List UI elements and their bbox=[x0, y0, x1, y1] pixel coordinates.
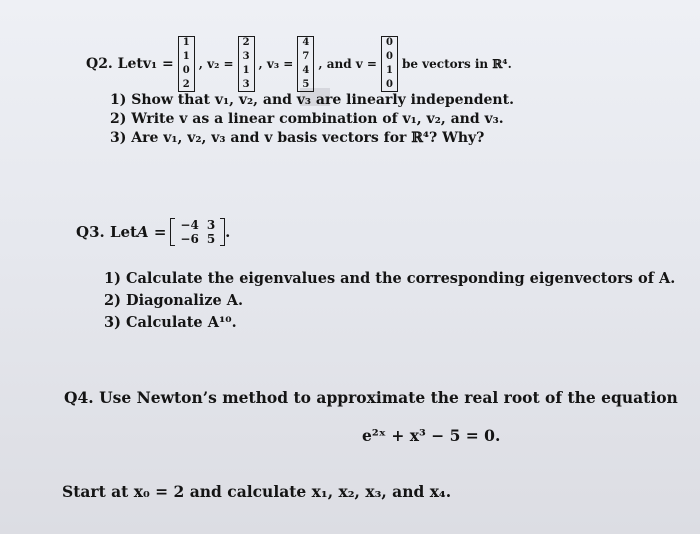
v1-name: v₁ = bbox=[142, 56, 174, 72]
q3-item-3: 3) Calculate A¹⁰. bbox=[104, 314, 237, 331]
q4-line-3: Start at x₀ = 2 and calculate x₁, x₂, x₃, and x₄. bbox=[62, 482, 452, 501]
q3-statement bbox=[76, 218, 230, 246]
matrix-name: A = bbox=[136, 223, 167, 241]
q4-line-1: Q4. Use Newton’s method to approximate the real root of the equation bbox=[64, 388, 678, 407]
and-v-label: , and v = bbox=[318, 57, 377, 71]
v3-name: , v₃ = bbox=[258, 57, 294, 71]
vector-v1: 1 1 0 2 bbox=[178, 36, 195, 92]
q2-item-3: 3) Are v₁, v₂, v₃ and v basis vectors for ℝ⁴? Why? bbox=[110, 130, 485, 146]
q2-label: Q2. Let bbox=[86, 56, 143, 72]
q3-period: . bbox=[225, 223, 231, 241]
matrix-a bbox=[170, 218, 225, 246]
q4-equation: e²ˣ + x³ − 5 = 0. bbox=[362, 426, 501, 445]
q2-item-2: 2) Write v as a linear combination of v₁, v₂, and v₃. bbox=[110, 111, 504, 127]
q2-statement bbox=[86, 36, 512, 92]
q3-item-1: 1) Calculate the eigenvalues and the corresponding eigenvectors of A. bbox=[104, 270, 676, 287]
q2-item-1: 1) Show that v₁, v₂, and v₃ are linearly independent. bbox=[110, 92, 514, 108]
q2-tail: be vectors in ℝ⁴. bbox=[401, 57, 512, 71]
vector-v: 0 0 1 0 bbox=[381, 36, 398, 92]
v2-name: , v₂ = bbox=[198, 57, 234, 71]
matrix-col-1: −4 −6 bbox=[180, 218, 199, 246]
q3-label: Q3. Let bbox=[76, 223, 137, 241]
q3-item-2: 2) Diagonalize A. bbox=[104, 292, 244, 309]
matrix-col-2: 3 5 bbox=[206, 218, 216, 246]
vector-v3: 4 7 4 5 bbox=[297, 36, 314, 92]
vector-v2: 2 3 1 3 bbox=[238, 36, 255, 92]
